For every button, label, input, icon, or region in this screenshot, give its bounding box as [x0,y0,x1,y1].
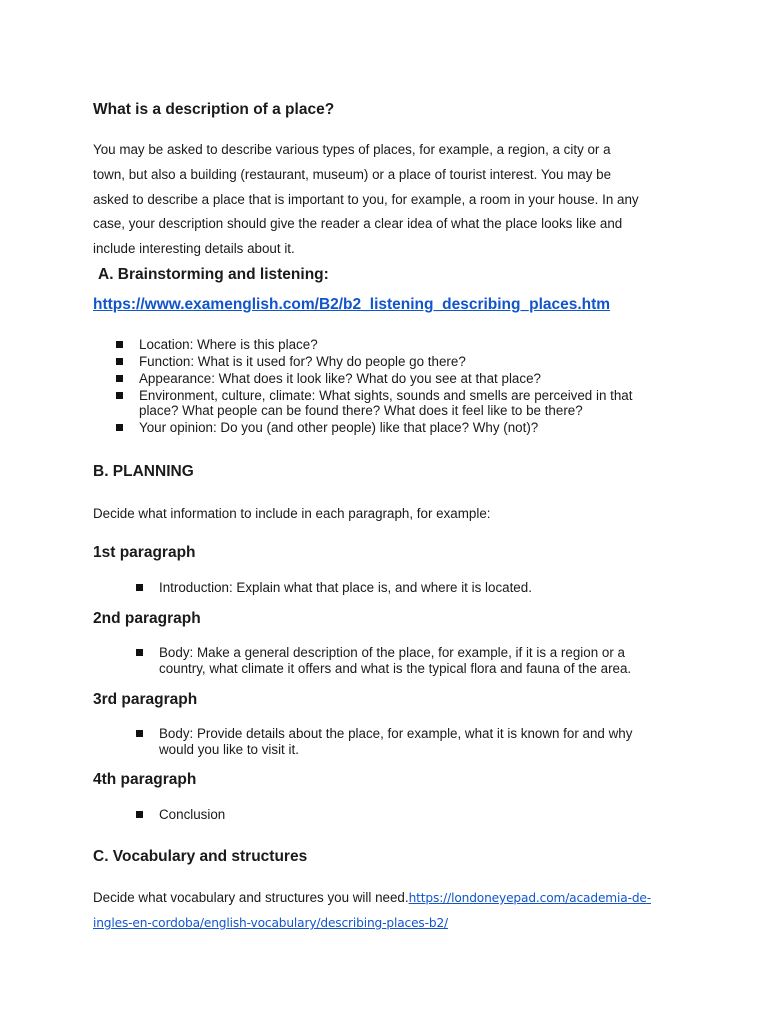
paragraph-3-heading: 3rd paragraph [93,691,198,708]
list-item: Function: What is it used for? Why do people go there? [139,354,466,369]
list-item: Body: Provide details about the place, for example, what it is known for and why [159,726,633,741]
intro-line: include interesting details about it. [93,241,295,256]
intro-line: asked to describe a place that is important to you, for example, a room in your house. In any [93,192,639,207]
list-item: Body: Make a general description of the place, for example, if it is a region or a [159,645,625,660]
square-bullet-icon [136,730,143,737]
square-bullet-icon [136,584,143,591]
section-a-heading: A. Brainstorming and listening: [98,266,329,283]
paragraph-1-heading: 1st paragraph [93,544,196,561]
list-item: Appearance: What does it look like? What do you see at that place? [139,371,541,386]
section-b-heading: B. PLANNING [93,463,194,480]
intro-line: You may be asked to describe various types of places, for example, a region, a city or a [93,142,611,157]
section-c-heading: C. Vocabulary and structures [93,848,308,865]
square-bullet-icon [136,811,143,818]
londoneyepad-link[interactable]: https://londoneyepad.com/academia-de- [408,891,652,905]
list-item-continuation: country, what climate it offers and what is the typical flora and fauna of the area. [159,661,632,676]
examenglish-link[interactable]: https://www.examenglish.com/B2/b2_listening_describing_places.htm [93,296,611,313]
square-bullet-icon [116,358,123,365]
intro-line: town, but also a building (restaurant, museum) or a place of tourist interest. You may be [93,167,612,182]
square-bullet-icon [116,424,123,431]
list-item: Conclusion [159,807,226,822]
square-bullet-icon [116,375,123,382]
londoneyepad-link-continuation[interactable]: ingles-en-cordoba/english-vocabulary/describing-places-b2/ [93,916,449,930]
section-c-line [93,886,651,911]
paragraph-4-heading: 4th paragraph [93,771,197,788]
square-bullet-icon [136,649,143,656]
page-title: What is a description of a place? [93,101,335,118]
list-item-continuation: place? What people can be found there? What does it feel like to be there? [139,403,583,418]
list-item: Introduction: Explain what that place is, and where it is located. [159,580,532,595]
square-bullet-icon [116,392,123,399]
list-item: Location: Where is this place? [139,337,318,352]
list-item: Environment, culture, climate: What sights, sounds and smells are perceived in that [139,388,633,403]
square-bullet-icon [116,341,123,348]
list-item: Your opinion: Do you (and other people) like that place? Why (not)? [139,420,539,435]
section-c-text: Decide what vocabulary and structures you will need. [93,890,409,905]
intro-line: case, your description should give the reader a clear idea of what the place looks like and [93,216,623,231]
list-item-continuation: would you like to visit it. [159,742,299,757]
section-b-intro: Decide what information to include in each paragraph, for example: [93,506,491,521]
paragraph-2-heading: 2nd paragraph [93,610,201,627]
